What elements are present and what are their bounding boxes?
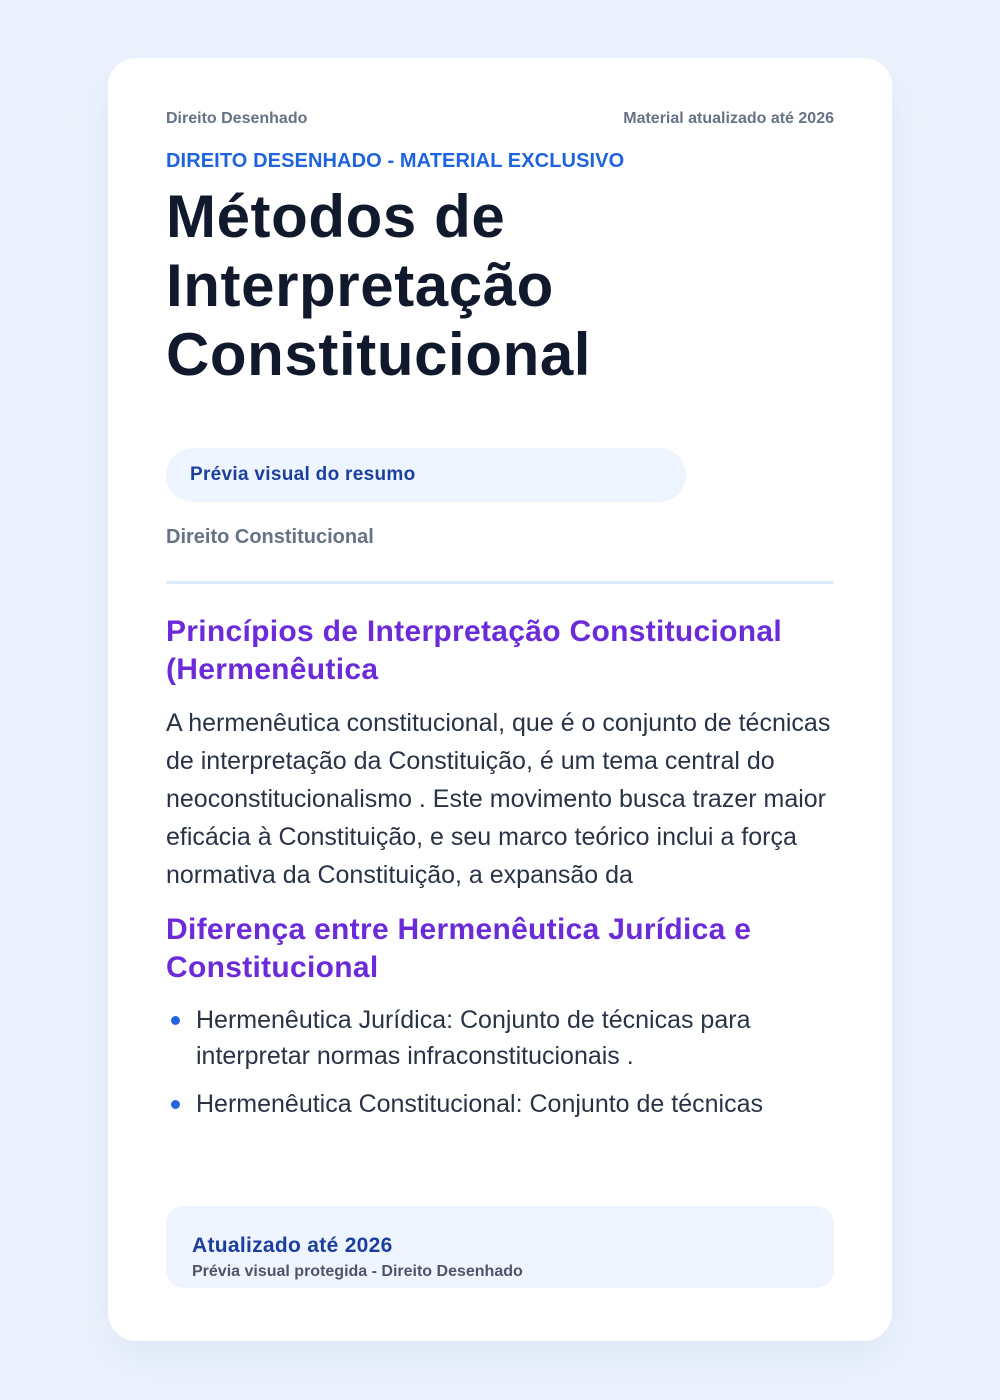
kicker-label: DIREITO DESENHADO - MATERIAL EXCLUSIVO	[166, 150, 625, 172]
bullet-dot-icon	[171, 1100, 180, 1109]
list-item	[166, 1086, 834, 1122]
section-title-principios: Princípios de Interpretação Constitucional (Hermenêutica	[166, 615, 783, 686]
brand-name: Direito Desenhado	[166, 110, 308, 127]
preview-badge	[166, 448, 686, 502]
footer-subtitle: Prévia visual protegida - Direito Desenhado	[192, 1263, 523, 1280]
bullet-list	[166, 1002, 834, 1134]
footer-title: Atualizado até 2026	[192, 1234, 393, 1257]
section-title-diferenca: Diferença entre Hermenêutica Jurídica e Constitucional	[166, 913, 752, 984]
subject-label: Direito Constitucional	[166, 526, 374, 548]
page-title: Métodos de Interpretação Constitucional	[166, 183, 592, 388]
updated-note: Material atualizado até 2026	[623, 110, 834, 127]
preview-label: Prévia visual do resumo	[190, 464, 416, 485]
list-item-text: Hermenêutica Constitucional: Conjunto de técnicas	[196, 1090, 763, 1118]
top-header	[166, 109, 834, 129]
divider	[166, 581, 834, 584]
list-item	[166, 1002, 834, 1074]
section-paragraph: A hermenêutica constitucional, que é o conjunto de técnicas de interpretação da Constituição, é um tema central do neoconstitucionalismo . Este movimento busca trazer maior eficácia à Constituição, e seu marco teórico inclui a força normativa da Constituição, a expansão da	[166, 709, 831, 889]
footer-box	[166, 1206, 834, 1288]
bullet-dot-icon	[171, 1016, 180, 1025]
document-card	[108, 58, 892, 1341]
list-item-text: Hermenêutica Jurídica: Conjunto de técnicas para interpretar normas infraconstitucionais .	[196, 1006, 751, 1070]
